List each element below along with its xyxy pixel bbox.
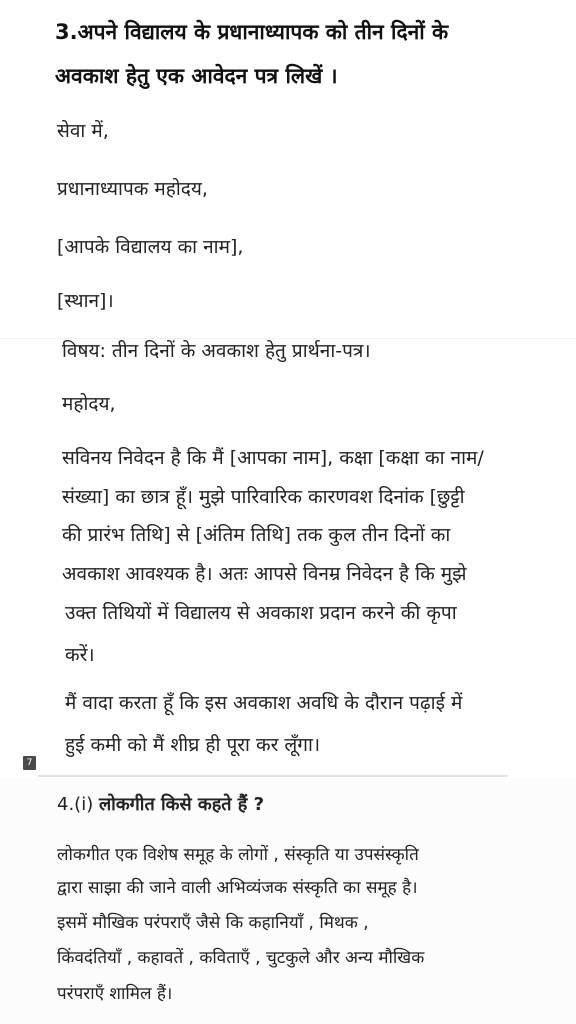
question3-title-line2: अवकाश हेतु एक आवेदन पत्र लिखें । <box>55 64 338 88</box>
answer-line: इसमें मौखिक परंपराएँ जैसे कि कहानियाँ , मिथक , <box>57 913 369 933</box>
question4-heading <box>57 794 264 816</box>
letter-body-line: अवकाश आवश्यक है। अतः आपसे विनम्र निवेदन है कि मुझे <box>62 563 467 585</box>
letter-body-line: सविनय निवेदन है कि मैं [आपका नाम], कक्षा [कक्षा का नाम/ <box>62 447 484 469</box>
letter-body-line: की प्रारंभ तिथि] से [अंतिम तिथि] तक कुल तीन दिनों का <box>62 524 451 546</box>
letter-promise-line: मैं वादा करता हूँ कि इस अवकाश अवधि के दौरान पढ़ाई में <box>65 692 463 714</box>
section-divider <box>38 775 508 777</box>
section-fold <box>0 338 576 339</box>
letter-body-line: उक्त तिथियों में विद्यालय से अवकाश प्रदान करने की कृपा <box>65 602 457 624</box>
answer-line: लोकगीत एक विशेष समूह के लोगों , संस्कृति या उपसंस्कृति <box>57 845 419 865</box>
letter-salutation: महोदय, <box>62 393 116 415</box>
question4-title: लोकगीत किसे कहते हैं ? <box>98 794 265 815</box>
letter-place: [स्थान]। <box>57 290 114 312</box>
question4-number: 4.(i) <box>57 794 94 815</box>
letter-to: सेवा में, <box>57 120 109 142</box>
page-number-badge: 7 <box>23 756 36 770</box>
letter-promise-line: हुई कमी को मैं शीघ्र ही पूरा कर लूँगा। <box>65 734 321 756</box>
answer-line: परंपराएँ शामिल हैं। <box>57 984 173 1004</box>
letter-body-line: करें। <box>65 644 95 666</box>
letter-subject: विषय: तीन दिनों के अवकाश हेतु प्रार्थना-पत्र। <box>62 340 371 362</box>
question3-title-line1: 3.अपने विद्यालय के प्रधानाध्यापक को तीन दिनों के <box>55 20 449 44</box>
answer-line: किंवदंतियाँ , कहावतें , कविताएँ , चुटकुले और अन्य मौखिक <box>57 948 425 968</box>
answer-line: द्वारा साझा की जाने वाली अभिव्यंजक संस्कृति का समूह है। <box>57 878 418 898</box>
letter-body-line: संख्या] का छात्र हूँ। मुझे पारिवारिक कारणवश दिनांक [छुट्टी <box>62 486 465 508</box>
letter-recipient: प्रधानाध्यापक महोदय, <box>57 178 208 200</box>
letter-school: [आपके विद्यालय का नाम], <box>57 236 244 258</box>
